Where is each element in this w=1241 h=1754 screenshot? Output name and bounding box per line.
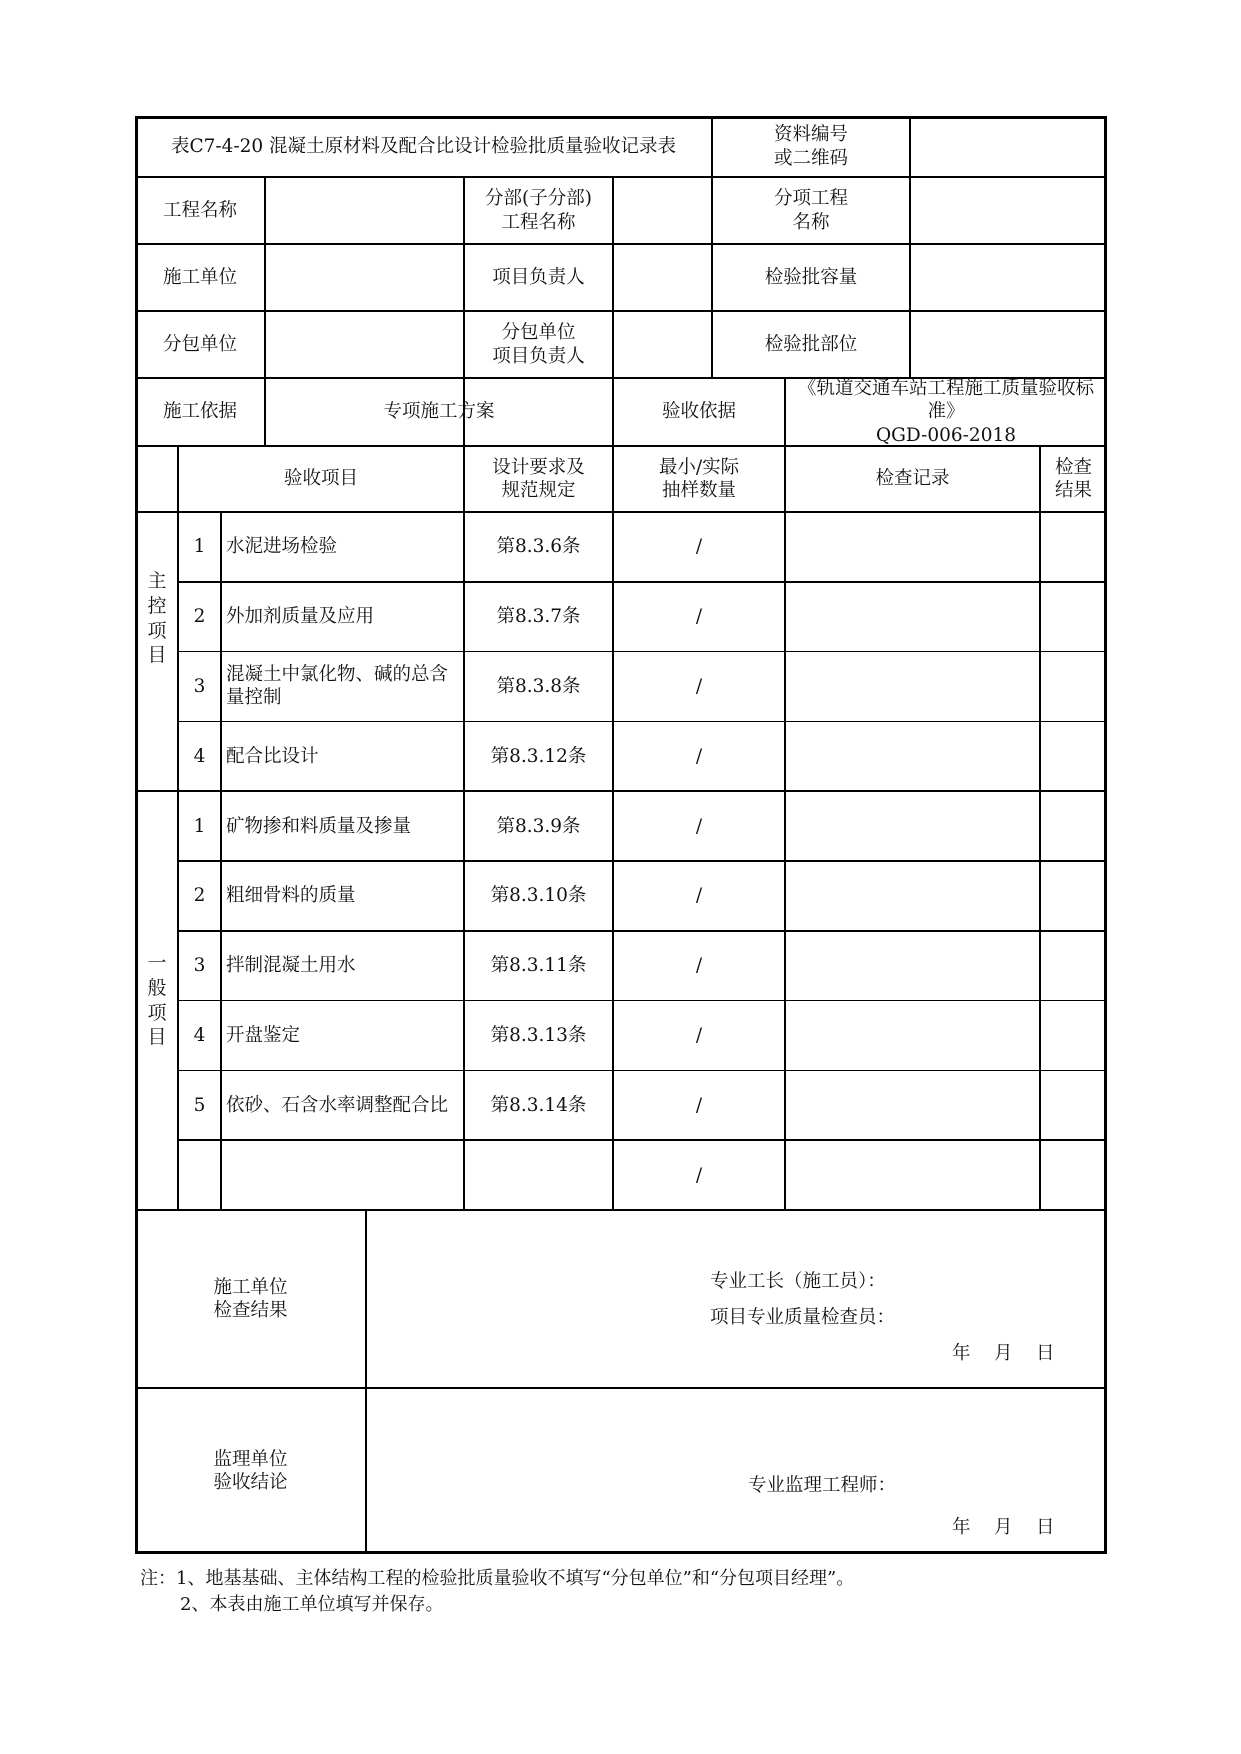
row-item: 粗细骨料的质量 <box>226 885 356 907</box>
row-record-field[interactable] <box>785 1070 1040 1140</box>
row-result-field[interactable] <box>1040 582 1107 652</box>
row-item: 配合比设计 <box>226 745 319 767</box>
row-sample: / <box>695 745 703 767</box>
row-record-field[interactable] <box>785 1001 1040 1071</box>
row-clause: 第8.3.11条 <box>490 955 587 977</box>
row-clause: 第8.3.12条 <box>490 745 587 767</box>
row-clause: 第8.3.9条 <box>496 815 581 837</box>
row-record-field[interactable] <box>785 721 1040 791</box>
note-line-1: 注：1、地基基础、主体结构工程的检验批质量验收不填写“分包单位”和“分包项目经理”。 <box>140 1568 855 1589</box>
inspector-signature-label: 项目专业质量检查员： <box>710 1307 896 1329</box>
row-result-field[interactable] <box>1040 1070 1107 1140</box>
row-clause: 第8.3.13条 <box>490 1024 587 1046</box>
batch-location-field[interactable] <box>910 311 1107 378</box>
contractor-check-field[interactable] <box>366 1210 1107 1388</box>
header-item: 验收项目 <box>283 468 358 490</box>
supervisor-signature-label: 专业监理工程师： <box>748 1475 897 1497</box>
contractor-field[interactable] <box>265 244 464 311</box>
row-sample: / <box>695 1024 703 1046</box>
row-number <box>178 1140 221 1210</box>
row-record-field[interactable] <box>785 861 1040 931</box>
header-sample: 最小/实际 抽样数量 <box>658 456 740 501</box>
general-group-label: 一般项目 <box>147 952 167 1049</box>
batch-capacity-label: 检验批容量 <box>764 266 858 288</box>
sub-manager-field[interactable] <box>613 311 712 378</box>
sub-item-field[interactable] <box>910 177 1107 244</box>
supervisor-check-label: 监理单位 验收结论 <box>213 1448 288 1493</box>
header-design: 设计要求及 规范规定 <box>492 456 585 501</box>
row-sample: / <box>695 606 703 628</box>
doc-code-field[interactable] <box>910 116 1107 177</box>
doc-code-label: 资料编号 或二维码 <box>773 124 848 169</box>
row-sample: / <box>695 1164 703 1186</box>
row-sample: / <box>695 815 703 837</box>
row-result-field[interactable] <box>1040 721 1107 791</box>
row-result-field[interactable] <box>1040 861 1107 931</box>
foreman-signature-label: 专业工长（施工员）： <box>710 1271 886 1293</box>
row-item: 拌制混凝土用水 <box>226 955 356 977</box>
row-result-field[interactable] <box>1040 512 1107 582</box>
row-clause <box>464 1140 613 1210</box>
row-result-field[interactable] <box>1040 931 1107 1001</box>
row-item: 矿物掺和料质量及掺量 <box>226 815 412 837</box>
row-number: 5 <box>193 1094 206 1116</box>
row-clause: 第8.3.14条 <box>490 1094 587 1116</box>
contractor-check-label: 施工单位 检查结果 <box>213 1276 288 1321</box>
row-item: 开盘鉴定 <box>226 1024 301 1046</box>
row-record-field[interactable] <box>785 652 1040 722</box>
project-name-label: 工程名称 <box>162 199 237 221</box>
row-result-field[interactable] <box>1040 791 1107 861</box>
row-sample: / <box>695 536 703 558</box>
acceptance-basis-value: 《轨道交通车站工程施工质量验收标准》 QGD-006-2018 <box>797 378 1094 446</box>
row-record-field[interactable] <box>785 791 1040 861</box>
row-number: 3 <box>193 675 206 697</box>
row-sample: / <box>695 675 703 697</box>
row-item: 依砂、石含水率调整配合比 <box>226 1094 449 1116</box>
contractor-label: 施工单位 <box>162 266 237 288</box>
row-sample: / <box>695 955 703 977</box>
row-clause: 第8.3.10条 <box>490 885 587 907</box>
note-line-2: 2、本表由施工单位填写并保存。 <box>180 1594 444 1615</box>
sub-division-label: 分部(子分部) 工程名称 <box>485 188 592 233</box>
row-item: 水泥进场检验 <box>226 536 338 558</box>
main-control-group-label: 主控项目 <box>147 570 167 667</box>
form-title: 表C7-4-20 混凝土原材料及配合比设计检验批质量验收记录表 <box>170 135 677 157</box>
row-number: 4 <box>193 1024 206 1046</box>
row-number: 2 <box>193 606 206 628</box>
sub-division-field[interactable] <box>613 177 712 244</box>
row-clause: 第8.3.8条 <box>496 675 581 697</box>
header-record: 检查记录 <box>875 468 950 490</box>
row-item: 混凝土中氯化物、碱的总含量控制 <box>226 664 449 709</box>
supervisor-date: 年 月 日 <box>952 1517 1055 1539</box>
row-number: 1 <box>193 815 206 837</box>
sub-manager-label: 分包单位 项目负责人 <box>492 322 585 367</box>
row-result-field[interactable] <box>1040 1140 1107 1210</box>
contractor-date: 年 月 日 <box>952 1343 1055 1365</box>
subcontractor-field[interactable] <box>265 311 464 378</box>
basis-value: 专项施工方案 <box>383 401 495 423</box>
row-result-field[interactable] <box>1040 1001 1107 1071</box>
sub-item-label: 分项工程 名称 <box>773 188 848 233</box>
row-record-field[interactable] <box>785 582 1040 652</box>
row-record-field[interactable] <box>785 512 1040 582</box>
row-number: 4 <box>193 745 206 767</box>
row-number: 2 <box>193 885 206 907</box>
row-item <box>221 1140 464 1210</box>
project-manager-label: 项目负责人 <box>492 266 585 288</box>
row-number: 3 <box>193 955 206 977</box>
basis-label: 施工依据 <box>162 401 237 423</box>
project-manager-field[interactable] <box>613 244 712 311</box>
row-sample: / <box>695 1094 703 1116</box>
row-number: 1 <box>193 536 206 558</box>
row-record-field[interactable] <box>785 931 1040 1001</box>
row-clause: 第8.3.7条 <box>496 606 581 628</box>
project-name-field[interactable] <box>265 177 464 244</box>
acceptance-basis-label: 验收依据 <box>661 401 736 423</box>
batch-location-label: 检验批部位 <box>764 333 858 355</box>
header-result: 检查 结果 <box>1054 456 1092 501</box>
row-item: 外加剂质量及应用 <box>226 606 375 628</box>
row-sample: / <box>695 885 703 907</box>
subcontractor-label: 分包单位 <box>162 333 237 355</box>
row-clause: 第8.3.6条 <box>496 536 581 558</box>
row-record-field[interactable] <box>785 1140 1040 1210</box>
batch-capacity-field[interactable] <box>910 244 1107 311</box>
row-result-field[interactable] <box>1040 652 1107 722</box>
supervisor-check-field[interactable] <box>366 1388 1107 1554</box>
